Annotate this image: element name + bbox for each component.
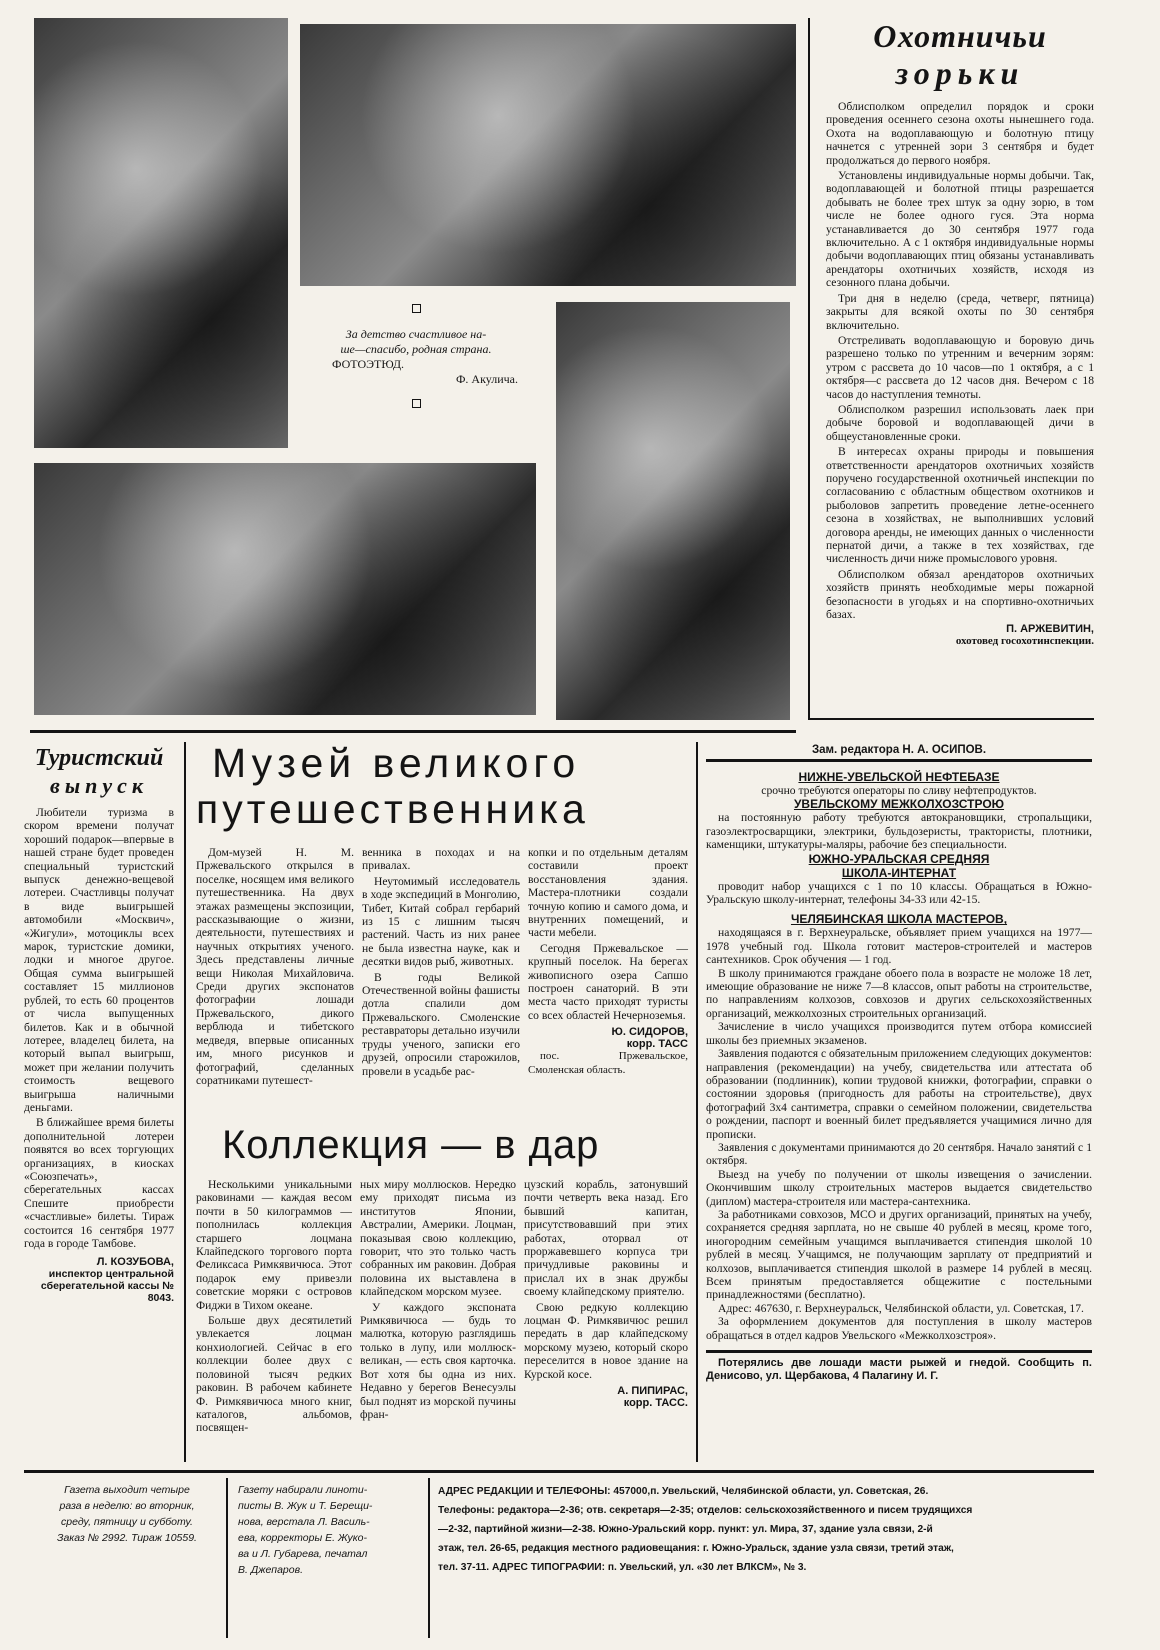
footer-rule — [24, 1470, 1094, 1473]
column-rule — [184, 742, 186, 1462]
hunting-paragraph: Три дня в неделю (среда, четверг, пятница) закрыты для всякой охоты по 30 сентября включительно. — [826, 291, 1094, 332]
hunting-signature-role: охотовед госохотинспекции. — [955, 635, 1094, 648]
ad-masters-title: ЧЕЛЯБИНСКАЯ ШКОЛА МАСТЕРОВ, — [790, 912, 1008, 927]
footer-staff — [238, 1482, 418, 1578]
hunting-border-bottom — [808, 718, 1094, 720]
ad-masters-text: находящаяся в г. Верхнеуральске, объявляет прием учащихся на 1977—1978 учебный год. Школа готовит мастеров-строителей и мастеров сантехников. Срок обучения — 1 год. — [706, 926, 1092, 967]
museum-column-2 — [362, 846, 520, 1080]
footer-line: АДРЕС РЕДАКЦИИ И ТЕЛЕФОНЫ: 457000,п. Увельский, Челябинской области, ул. Советская, 26. — [438, 1486, 929, 1497]
footer-line: Газету набирали линоти- — [238, 1484, 368, 1496]
museum-title-line-1: Музей великого — [212, 740, 581, 786]
footer-line: среду, пятницу и субботу. — [61, 1516, 193, 1528]
collection-signature: А. ПИПИРАС, — [617, 1385, 688, 1398]
section-divider — [30, 730, 796, 733]
museum-text: В годы Великой Отечественной войны фашисты дотла спалили дом Пржевальского. Смоленские реставраторы детально изучили труды ученого, записки его друзей, опросили старожилов, провели в усадьбе рас- — [362, 970, 520, 1078]
photo-man-with-deer — [300, 24, 796, 286]
deputy-editor: Зам. редактора Н. А. ОСИПОВ. — [811, 744, 987, 756]
ad-masters-text: За работниками совхозов, МСО и других организаций, принятых на учебу, сохраняется средняя зарплата, но не свыше 40 рублей в месяц, кроме того, иногородним семейным учащимся выплачивается стипендия школой 10 рублей в месяц. Учащимся, не получающим зарплату от предприятий и колхозов, выплачивается стипендия школой в размере 14 рублей в месяц. Всем принятым предоставляется общежитие с постельными принадлежностями (бесплатно). — [706, 1207, 1092, 1302]
square-ornament-icon — [412, 304, 421, 313]
tourist-paragraph: В ближайшее время билеты дополнительной лотереи появятся во всех торгующих организациях, в киосках «Союзпечать», сберегательных кассах Спешите приобрести «счастливые» билеты. Тираж состоится 16 сентября 1977 года в городе Тамбове. — [24, 1116, 174, 1250]
collection-column-1 — [196, 1178, 352, 1437]
tourist-title-line-1: Туристский — [34, 745, 164, 771]
footer-address — [438, 1482, 1092, 1577]
caption-title: ФОТОЭТЮД. — [332, 357, 404, 371]
ad-masters-text: За оформлением документов для поступления в школу мастеров обращаться в отдел кадров Увельского «Межколхозстроя». — [706, 1315, 1092, 1342]
footer-line: тел. 37-11. АДРЕС ТИПОГРАФИИ: п. Увельский, ул. «30 лет ВЛКСМ», № 3. — [438, 1562, 807, 1573]
ads-column — [706, 744, 1092, 1384]
caption-line-2: ше—спасибо, родная страна. — [340, 342, 492, 356]
hunting-paragraph: Отстреливать водоплавающую и боровую дичь разрешено только по утренним и вечерним зорям: утром с рассвета до 10 часов—по 1 октября, а с 1 октября—с рассвета до 12 часов дня. Вечером с 18 часов до наступления темноты. — [826, 333, 1094, 401]
museum-text: копки и по отдельным деталям составили проект восстановления здания. Мастера-плотники создали точную копию и самого дома, и внутренних помещений, и части мебели. — [528, 846, 688, 940]
ad-masters-text: Заявления подаются с обязательным приложением следующих документов: направления (рекомендации) на учебу, свидетельства или аттестата об образовании (подлинник), копии трудовой книжки, фотографии, справки о состоянии здоровья (пригодность для работы на строительстве), двух фотографий 3х4 сантиметра, справки о семейном положении, свидетельства о рождении, паспорт и военный билет предъявляется учащимися лично для прописки. — [706, 1047, 1093, 1141]
ad-school-text: проводит набор учащихся с 1 по 10 классы. Обращаться в Южно-Уральскую школу-интернат, телефоны 34-33 или 42-15. — [706, 879, 1092, 907]
collection-text: Больше двух десятилетий увлекается лоцман конхиологией. Сейчас в его коллекции более двух с половиной тысяч редких раковин. В рабочем кабинете Ф. Римкявичюса много книг, каталогов, альбомов, посвящен- — [196, 1314, 352, 1435]
collection-signature-role: корр. ТАСС. — [623, 1397, 688, 1410]
museum-location: пос. Пржевальское, Смоленская область. — [528, 1050, 688, 1076]
museum-text: Дом-музей Н. М. Пржевальского открылся в поселке, носящем имя великого путешественника. На двух этажах размещены экспозиции, рассказывающие о жизни, деятельности, путешествиях и научных открытиях ученого. Здесь представлены личные вещи Николая Михайловича. Среди других экспонатов фотографии лошади Пржевальского, дикого верблюда и тибетского медведя, впервые описанных им, много рисунков и фотографий, сделанных соратниками путешест- — [196, 846, 354, 1087]
tourist-signature-role: инспектор центральной сберегательной кассы № 8043. — [40, 1268, 174, 1305]
square-ornament-icon — [412, 399, 421, 408]
column-rule — [696, 742, 698, 1462]
footer-line: Газета выходит четыре — [64, 1484, 190, 1496]
ad-masters-text: Зачисление в число учащихся производится путем отбора комиссией школы без приемных экзаменов. — [706, 1020, 1092, 1047]
footer-line: этаж, тел. 26-65, редакция местного радиовещания: г. Южно-Уральск, здание узла связи, третий этаж, — [438, 1543, 954, 1554]
footer-line: ева, корректоры Е. Жуко- — [238, 1532, 367, 1544]
museum-column-3 — [528, 846, 688, 1079]
tourist-paragraph: Любители туризма в скором времени получат хороший подарок—впервые в нашей стране будет проведен специальный туристский выпуск денежно-вещевой лотереи. Счастливцы получат в виде выигрышей автомобили «Москвич», «Жигули», мотоциклы всех марок, туристские домики, лодки и многое другое. Общая сумма выигрышей составляет 15 миллионов рублей, то есть 60 процентов от числа выпущенных билетов. Как и в обычной лотерее, владелец билета, на который выпал выигрыш, может при желании получить стоимость вещевого выигрыша наличными деньгами. — [24, 806, 174, 1114]
hunting-paragraph: Облисполком обязал арендаторов охотничьих хозяйств принять необходимые меры пожарной безопасности в угодьях и на спортивно-охотничьих базах. — [826, 567, 1094, 622]
ad-masters-text: Адрес: 467630, г. Верхнеуральск, Челябинской области, ул. Советская, 17. — [718, 1301, 1084, 1315]
footer-publication-info — [38, 1482, 216, 1546]
footer-divider — [428, 1478, 430, 1638]
collection-text: У каждого экспоната Римкявичюса — будь то малютка, которую разглядишь только в лупу, или моллюск-великан, — есть своя карточка. Вот хотя бы одна из них. Недавно у берегов Венесуэлы был поднят из морской пучины фран- — [360, 1300, 516, 1421]
footer-line: Телефоны: редактора—2-36; отв. секретаря—2-35; отделов: сельскохозяйственного и писем трудящихся — [438, 1505, 973, 1516]
hunting-article — [826, 18, 1094, 647]
ads-divider — [706, 1350, 1092, 1353]
ad-school-title: ШКОЛА-ИНТЕРНАТ — [841, 865, 957, 880]
museum-text: Неутомимый исследователь в ходе экспедиций в Монголию, Тибет, Китай собрал гербарий из 15 с лишним тысяч растений. Часть из них ранее не была известна науке, как и десятки видов рыб, животных. — [362, 874, 520, 969]
collection-column-3 — [524, 1178, 688, 1409]
hunting-signature: П. АРЖЕВИТИН, — [1006, 623, 1094, 636]
footer-divider — [226, 1478, 228, 1638]
ad-neftebaza-title: НИЖНЕ-УВЕЛЬСКОЙ НЕФТЕБАЗЕ — [798, 770, 1000, 784]
collection-title: Коллекция — в дар — [222, 1123, 600, 1167]
ad-masters-text: В школу принимаются граждане обоего пола в возрасте не моложе 18 лет, имеющие образование не ниже 7—8 классов, опыт работы на строительстве, по направлениям колхозов, совхозов и других сельскохозяйственных организаций, межколхозных строительных организаций. — [706, 966, 1092, 1020]
museum-signature-role: корр. ТАСС — [626, 1038, 688, 1051]
footer-line: В. Джепаров. — [238, 1564, 303, 1576]
hunting-title-line-1: Охотничьи — [873, 18, 1047, 54]
caption-author: Ф. Акулича. — [455, 372, 518, 386]
museum-column-1 — [196, 846, 354, 1089]
ad-school-title: ЮЖНО-УРАЛЬСКАЯ СРЕДНЯЯ — [808, 851, 990, 866]
footer-line: —2-32, партийной жизни—2-38. Южно-Уральский корр. пункт: ул. Мира, 37, здание узла связи, 2-й — [438, 1524, 933, 1535]
ad-lost-horses: Потерялись две лошади масти рыжей и гнедой. Сообщить п. Денисово, ул. Щербакова, 4 Палагину И. Г. — [706, 1357, 1092, 1383]
caption-line-1: За детство счастливое на- — [345, 327, 487, 341]
hunting-paragraph: Установлены индивидуальные нормы добычи. Так, водоплавающей и болотной птицы разрешается добывать не более трех штук за одну зорю, в том числе не более одного гуся. Эта норма устанавливается до 30 сентября 1977 года включительно. А с 1 октября индивидуальные нормы добычи водоплавающих птиц обязаны устанавливать арендаторы охотничьих хозяйств, исходя из сезонного плана добычи. — [826, 169, 1094, 290]
footer-line: ва и Л. Губарева, печатал — [238, 1548, 368, 1560]
photo-child-with-flower — [556, 302, 790, 720]
museum-text: венника в походах и на привалах. — [362, 846, 520, 873]
ad-mkhs-text: на постоянную работу требуются автокрановщики, стропальщики, газоэлектросварщики, электрики, бульдозеристы, трактористы, плотники, каменщики, штукатуры-маляры, рабочие без специальности. — [706, 811, 1092, 852]
photo-caption — [300, 302, 532, 412]
museum-signature: Ю. СИДОРОВ, — [611, 1026, 688, 1039]
photo-children-on-carousel — [34, 463, 536, 715]
footer-line: раза в неделю: во вторник, — [59, 1500, 195, 1512]
museum-article — [196, 740, 688, 832]
collection-column-2 — [360, 1178, 516, 1423]
tourist-signature: Л. КОЗУБОВА, — [96, 1256, 174, 1269]
ad-masters-text: Выезд на учебу по получении от школы извещения о зачислении. Окончившим школу строительных мастеров выдается свидетельство (диплом) мастера-строителя или мастера-сантехника. — [706, 1167, 1092, 1208]
tourist-article — [24, 744, 174, 1304]
hunting-paragraph: В интересах охраны природы и повышения ответственности арендаторов охотничьих хозяйств поручено государственной охотничьей инспекции по согласованию с областным обществом охотников и рыболовов запретить проведение летне-осеннего сезона в хозяйствах, не выполнивших условий договора аренды, не имеющих данных о численности пернатой дичи, а также в тех хозяйствах, где численность дичи ниже промыслового уровня. — [826, 445, 1094, 566]
ad-masters-text: Заявления с документами принимаются до 20 сентября. Начало занятий с 1 октября. — [706, 1140, 1092, 1168]
ad-neftebaza-text: срочно требуются операторы по сливу нефтепродуктов. — [761, 784, 1037, 797]
hunting-paragraph: Облисполком определил порядок и сроки проведения осеннего сезона охоты нынешнего года. Охота на водоплавающую и болотную птицу начнется с утренней зори 3 сентября и будет продолжаться до первого ноября. — [826, 100, 1094, 167]
ads-divider — [706, 759, 1092, 762]
footer-line: нова, верстала Л. Василь- — [238, 1516, 370, 1528]
collection-text: цузский корабль, затонувший почти четверть века назад. Его бывший капитан, присутствовавший при этих работах, оторвал от проржавевшего корпуса три причудливые раковины и прислал их в знак дружбы своему клайпедскому приятелю. — [524, 1178, 688, 1299]
hunting-border-left — [808, 18, 810, 720]
collection-text: ных миру моллюсков. Нередко ему приходят письма из институтов Японии, Австралии, Америки. Лоцман, показывая свою коллекцию, говорит, что это только часть собранных им раковин. Добрая половина их выставлена в клайпедском морском музее. — [360, 1178, 516, 1299]
footer-line: писты В. Жук и Т. Берещи- — [238, 1500, 373, 1512]
ad-mkhs-title: УВЕЛЬСКОМУ МЕЖКОЛХОЗСТРОЮ — [793, 797, 1005, 812]
hunting-title-line-2: зорьки — [895, 55, 1025, 91]
footer-line: Заказ № 2992. Тираж 10559. — [57, 1532, 197, 1544]
hunting-paragraph: Облисполком разрешил использовать лаек при добыче боровой и водоплавающей дичи в общеустановленные сроки. — [826, 402, 1094, 443]
tourist-title-line-2: выпуск — [49, 773, 148, 798]
collection-text: Свою редкую коллекцию лоцман Ф. Римкявичюс решил передать в дар клайпедскому морскому музею, который скоро переселится в новое здание на Курской косе. — [524, 1300, 688, 1381]
museum-text: Сегодня Пржевальское — крупный поселок. На берегах живописного озера Сапшо построен санаторий. В эти места часто приходят туристы со всех областей Нечерноземья. — [528, 941, 688, 1022]
collection-text: Несколькими уникальными раковинами — каждая весом почти в 50 килограммов — пополнилась коллекция старшего лоцмана Клайпедского торгового порта Феликсаса Римкявичюса. Этот подарок ему привезли советские моряки с островов Фиджи в Тихом океане. — [196, 1178, 352, 1312]
photo-girl-with-flowers — [34, 18, 288, 448]
museum-title-line-2: путешественника — [196, 786, 589, 832]
